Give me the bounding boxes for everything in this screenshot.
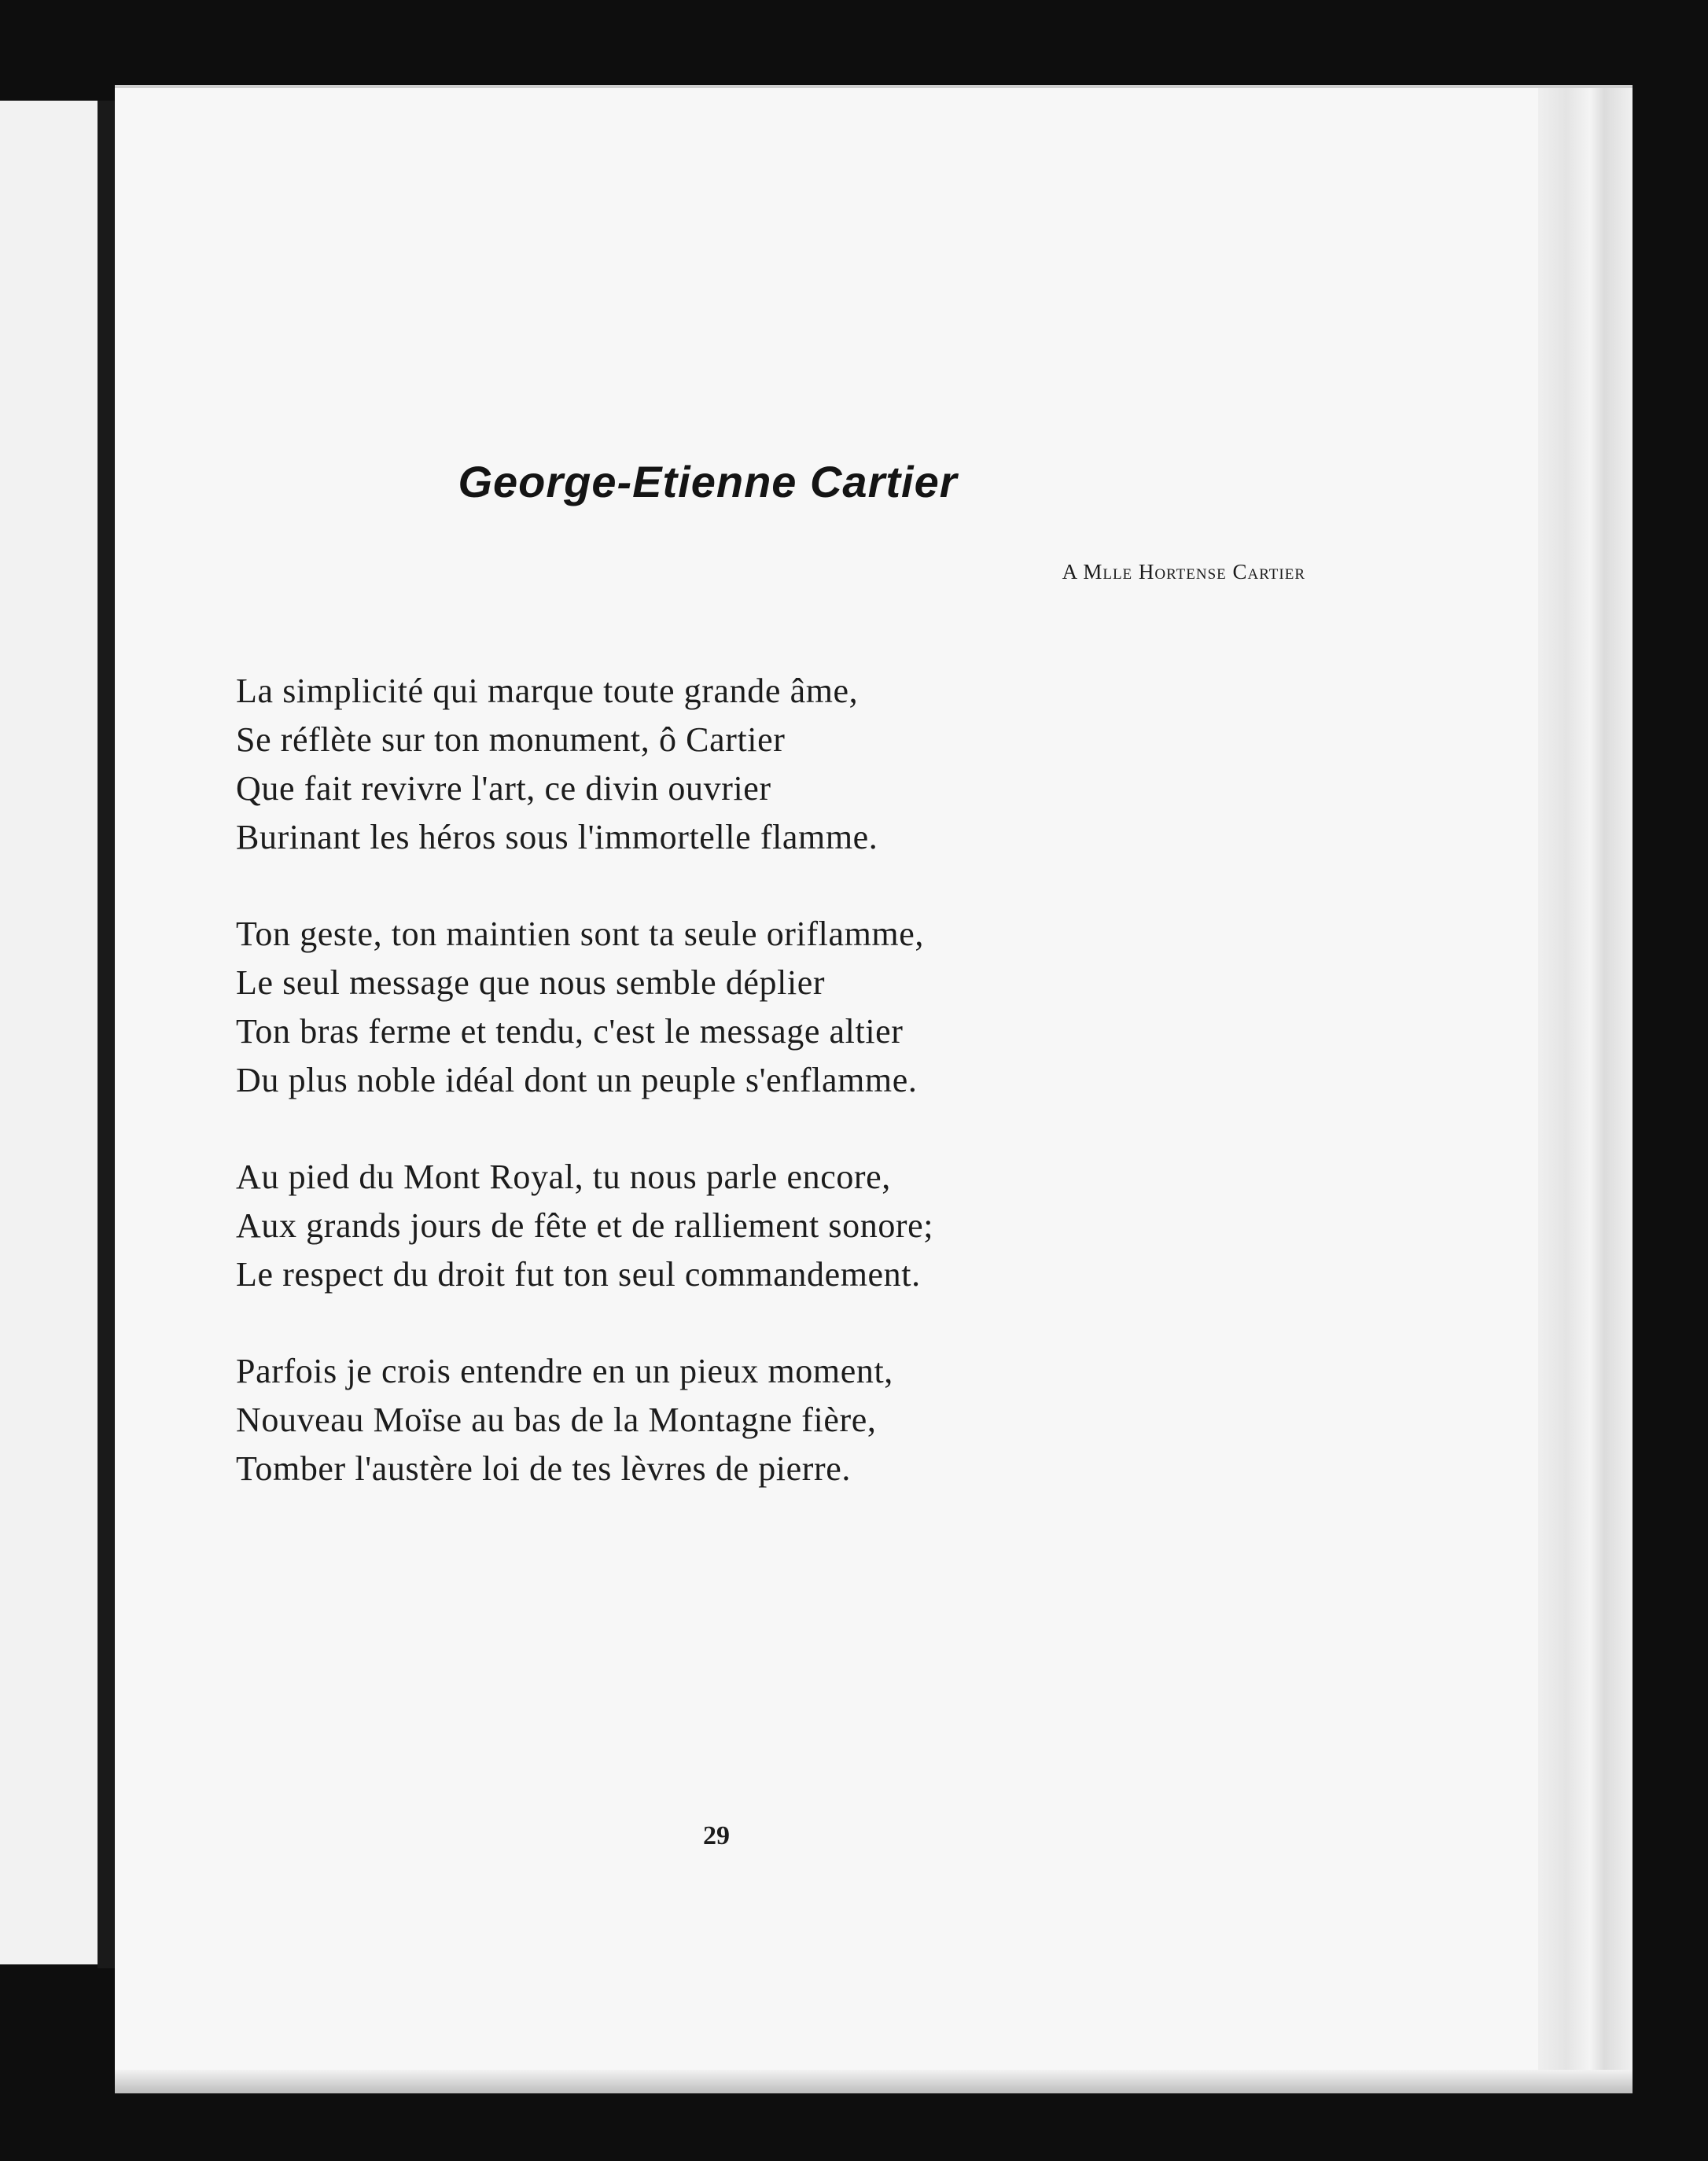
verse-line: Nouveau Moïse au bas de la Montagne fière,	[236, 1401, 877, 1439]
verse-line: Se réflète sur ton monument, ô Cartier	[236, 720, 786, 759]
facing-page-edge	[0, 101, 98, 1964]
verse-line: Tomber l'austère loi de tes lèvres de pierre.	[236, 1449, 851, 1488]
verse-line: Parfois je crois entendre en un pieux moment,	[236, 1352, 893, 1390]
page-number: 29	[703, 1821, 730, 1850]
verse-line: Que fait revivre l'art, ce divin ouvrier	[236, 769, 771, 808]
verse-line: Aux grands jours de fête et de ralliement sonore;	[236, 1206, 934, 1245]
poem-title: George-Etienne Cartier	[458, 457, 958, 506]
verse-line: Ton geste, ton maintien sont ta seule oriflamme,	[236, 915, 924, 953]
verse-line: Le seul message que nous semble déplier	[236, 963, 826, 1002]
stanza	[236, 667, 1337, 862]
stanza	[236, 1153, 1337, 1299]
verse-line: Du plus noble idéal dont un peuple s'enflamme.	[236, 1061, 918, 1099]
verse-line: Burinant les héros sous l'immortelle flamme.	[236, 818, 878, 856]
stanza	[236, 910, 1337, 1105]
page-stack-edge	[1538, 88, 1633, 2093]
verse-line: La simplicité qui marque toute grande âme,	[236, 672, 859, 710]
book-spine	[98, 101, 115, 1968]
verse-line: Le respect du droit fut ton seul commandement.	[236, 1255, 921, 1294]
stanza	[236, 1347, 1337, 1493]
page-bottom-edge	[115, 2070, 1633, 2093]
poem-dedication: A Mlle Hortense Cartier	[1062, 560, 1305, 584]
verse-line: Au pied du Mont Royal, tu nous parle encore,	[236, 1158, 891, 1196]
verse-line: Ton bras ferme et tendu, c'est le message altier	[236, 1012, 904, 1051]
poem-body	[236, 667, 1337, 1541]
